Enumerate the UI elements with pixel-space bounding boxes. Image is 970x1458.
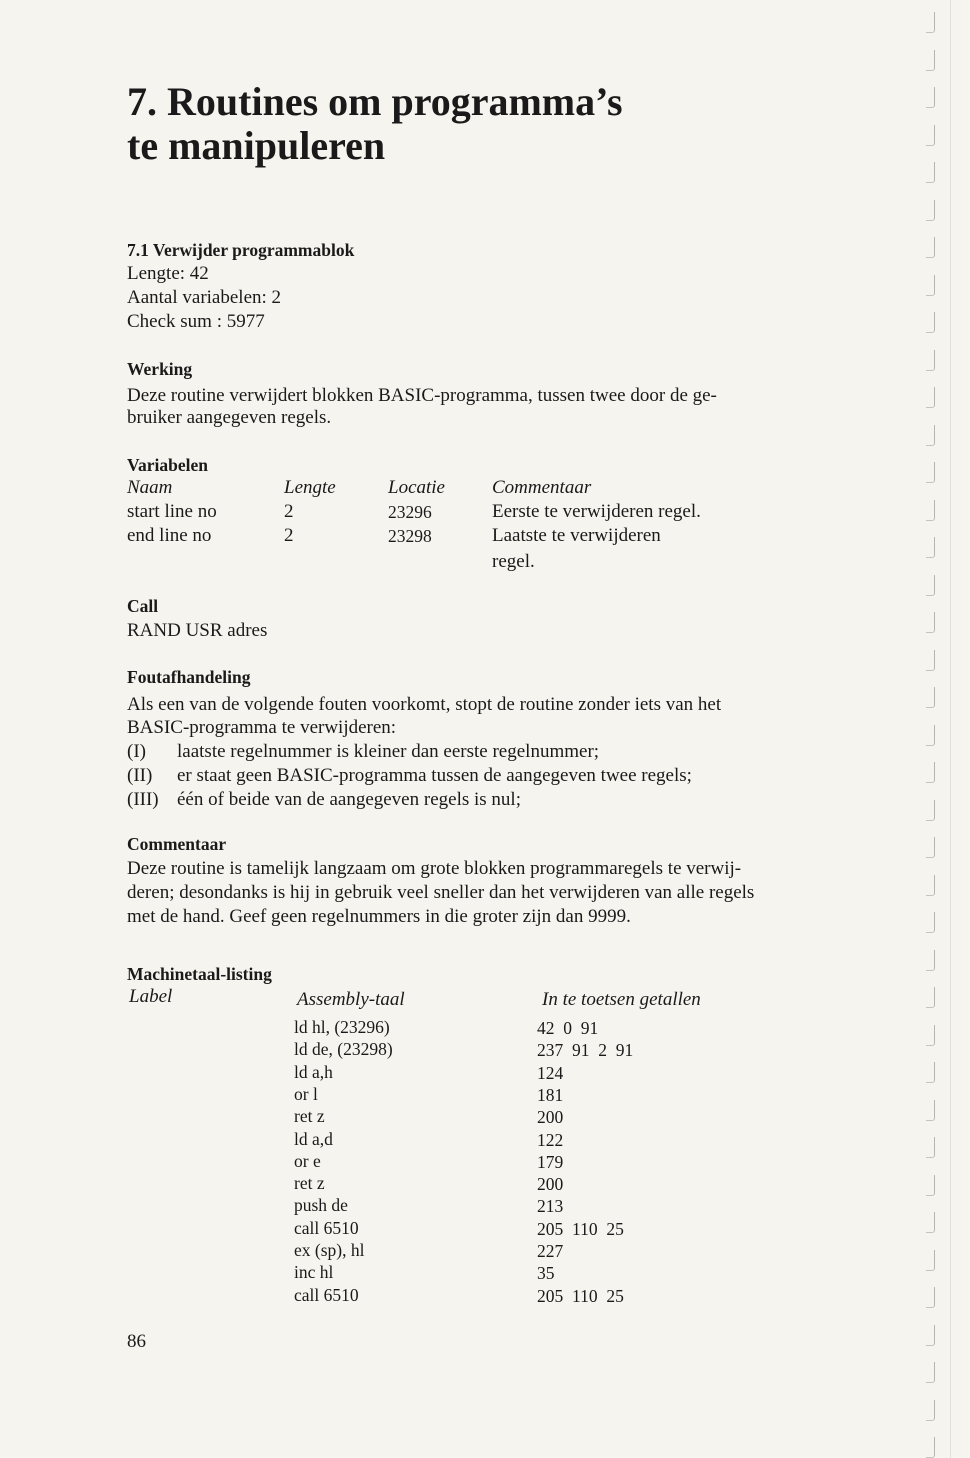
- error-text: één of beide van de aangegeven regels is nul;: [177, 789, 521, 810]
- section-heading: 7.1 Verwijder programmablok: [127, 240, 355, 260]
- commentaar-text-line-3: met de hand. Geef geen regelnummers in die groter zijn dan 9999.: [127, 906, 631, 927]
- binder-hole: [926, 87, 935, 108]
- binder-hole: [926, 162, 935, 183]
- variable-location: 23298: [388, 526, 432, 546]
- machine-code-bytes: 237 91 2 91: [537, 1040, 634, 1061]
- error-list-item: [127, 788, 521, 812]
- binder-hole: [926, 1362, 935, 1383]
- variable-name: start line no: [127, 501, 217, 522]
- binder-hole: [926, 875, 935, 896]
- variable-comment: Eerste te verwijderen regel.: [492, 501, 701, 522]
- column-header-commentaar: Commentaar: [492, 477, 592, 498]
- binder-hole: [926, 650, 935, 671]
- machine-code-bytes: 122: [537, 1129, 564, 1150]
- assembly-instruction: ret z: [294, 1173, 325, 1194]
- binder-hole: [926, 612, 935, 633]
- werking-heading: Werking: [127, 359, 193, 379]
- chapter-title-line-2: te manipuleren: [127, 123, 386, 168]
- error-list-item: [127, 740, 600, 764]
- binder-hole: [926, 1400, 935, 1421]
- binder-hole: [926, 312, 935, 333]
- chapter-title-line-1: 7. Routines om programma’s: [127, 79, 623, 124]
- assembly-instruction: ld de, (23298): [294, 1039, 393, 1060]
- binder-hole: [926, 387, 935, 408]
- binder-hole: [926, 1212, 935, 1233]
- binder-hole: [926, 350, 935, 371]
- binder-hole: [926, 1175, 935, 1196]
- binder-hole: [926, 1250, 935, 1271]
- binder-hole: [926, 1100, 935, 1121]
- page-number: 86: [127, 1331, 146, 1352]
- error-text: laatste regelnummer is kleiner dan eerste regelnummer;: [177, 741, 600, 762]
- column-header-locatie: Locatie: [388, 477, 445, 498]
- machine-code-bytes: 200: [537, 1174, 564, 1195]
- machine-code-bytes: 42 0 91: [537, 1018, 599, 1038]
- assembly-instruction: ld a,h: [294, 1061, 333, 1082]
- binder-hole: [926, 987, 935, 1008]
- chapter-title: [127, 80, 623, 168]
- assembly-instruction: call 6510: [294, 1217, 359, 1238]
- machine-code-bytes: 213: [537, 1196, 564, 1217]
- binder-hole: [926, 575, 935, 596]
- assembly-instruction: or e: [294, 1150, 321, 1171]
- foutafhandeling-text-line-2: BASIC-programma te verwijderen:: [127, 717, 397, 738]
- error-text: er staat geen BASIC-programma tussen de aangegeven twee regels;: [177, 765, 692, 786]
- foutafhandeling-text-line-1: Als een van de volgende fouten voorkomt, stopt de routine zonder iets van het: [127, 694, 722, 715]
- machine-code-bytes: 181: [537, 1084, 564, 1105]
- machine-code-bytes: 227: [537, 1241, 564, 1261]
- column-header-bytes: In te toetsen getallen: [542, 989, 701, 1010]
- assembly-instruction: ret z: [294, 1106, 325, 1127]
- binder-hole: [926, 200, 935, 221]
- binder-hole: [926, 762, 935, 783]
- machine-code-bytes: 124: [537, 1062, 564, 1083]
- binder-hole: [926, 275, 935, 296]
- error-list-item: [127, 764, 692, 788]
- routine-length: Lengte: 42: [127, 263, 209, 284]
- assembly-instruction: call 6510: [294, 1284, 359, 1305]
- binder-hole: [926, 1137, 935, 1158]
- binder-hole: [926, 537, 935, 558]
- column-header-lengte: Lengte: [284, 477, 336, 498]
- binder-hole: [926, 950, 935, 971]
- variable-length: 2: [284, 501, 294, 522]
- commentaar-heading: Commentaar: [127, 834, 227, 854]
- binder-hole: [926, 462, 935, 483]
- assembly-instruction: ex (sp), hl: [294, 1240, 365, 1260]
- variable-comment-continuation: regel.: [492, 551, 535, 572]
- binder-hole: [926, 237, 935, 258]
- error-number: (I): [127, 741, 146, 762]
- binder-hole: [926, 1325, 935, 1346]
- machine-code-bytes: 205 110 25: [537, 1285, 624, 1306]
- binder-hole: [926, 912, 935, 933]
- column-header-label: Label: [129, 986, 173, 1007]
- binder-hole: [926, 837, 935, 858]
- binder-hole: [926, 1437, 935, 1458]
- routine-variable-count: Aantal variabelen: 2: [127, 287, 282, 308]
- page-edge: [950, 0, 951, 1458]
- assembly-instruction: or l: [294, 1083, 318, 1104]
- binder-hole: [926, 125, 935, 146]
- commentaar-text-line-2: deren; desondanks is hij in gebruik veel sneller dan het verwijderen van alle regels: [127, 882, 755, 903]
- werking-text-line-1: Deze routine verwijdert blokken BASIC-programma, tussen twee door de ge-: [127, 385, 717, 406]
- werking-text-line-2: bruiker aangegeven regels.: [127, 407, 332, 428]
- binder-hole: [926, 50, 935, 71]
- binder-hole: [926, 725, 935, 746]
- variabelen-heading: Variabelen: [127, 455, 209, 475]
- assembly-instruction: ld hl, (23296): [294, 1017, 390, 1037]
- binder-hole: [926, 12, 935, 33]
- column-header-assembly: Assembly-taal: [297, 989, 405, 1010]
- binder-hole: [926, 500, 935, 521]
- machine-code-bytes: 205 110 25: [537, 1218, 624, 1239]
- binder-hole: [926, 1025, 935, 1046]
- call-text: RAND USR adres: [127, 620, 268, 641]
- variable-location: 23296: [388, 502, 432, 522]
- listing-heading: Machinetaal-listing: [127, 964, 272, 984]
- binder-hole: [926, 800, 935, 821]
- variable-length: 2: [284, 525, 294, 546]
- binder-hole: [926, 425, 935, 446]
- assembly-instruction: ld a,d: [294, 1128, 333, 1149]
- binder-hole: [926, 687, 935, 708]
- variable-name: end line no: [127, 525, 212, 546]
- binder-hole: [926, 1062, 935, 1083]
- machine-code-bytes: 179: [537, 1151, 564, 1172]
- machine-code-bytes: 200: [537, 1107, 564, 1128]
- commentaar-text-line-1: Deze routine is tamelijk langzaam om grote blokken programmaregels te verwij-: [127, 858, 742, 879]
- foutafhandeling-heading: Foutafhandeling: [127, 667, 251, 687]
- error-number: (III): [127, 789, 159, 810]
- error-number: (II): [127, 765, 153, 786]
- routine-checksum: Check sum : 5977: [127, 311, 265, 332]
- variable-comment: Laatste te verwijderen: [492, 525, 661, 546]
- call-heading: Call: [127, 596, 159, 616]
- column-header-naam: Naam: [127, 477, 173, 498]
- machine-code-bytes: 35: [537, 1263, 555, 1284]
- assembly-instruction: inc hl: [294, 1262, 334, 1283]
- binder-hole: [926, 1287, 935, 1308]
- assembly-instruction: push de: [294, 1195, 348, 1216]
